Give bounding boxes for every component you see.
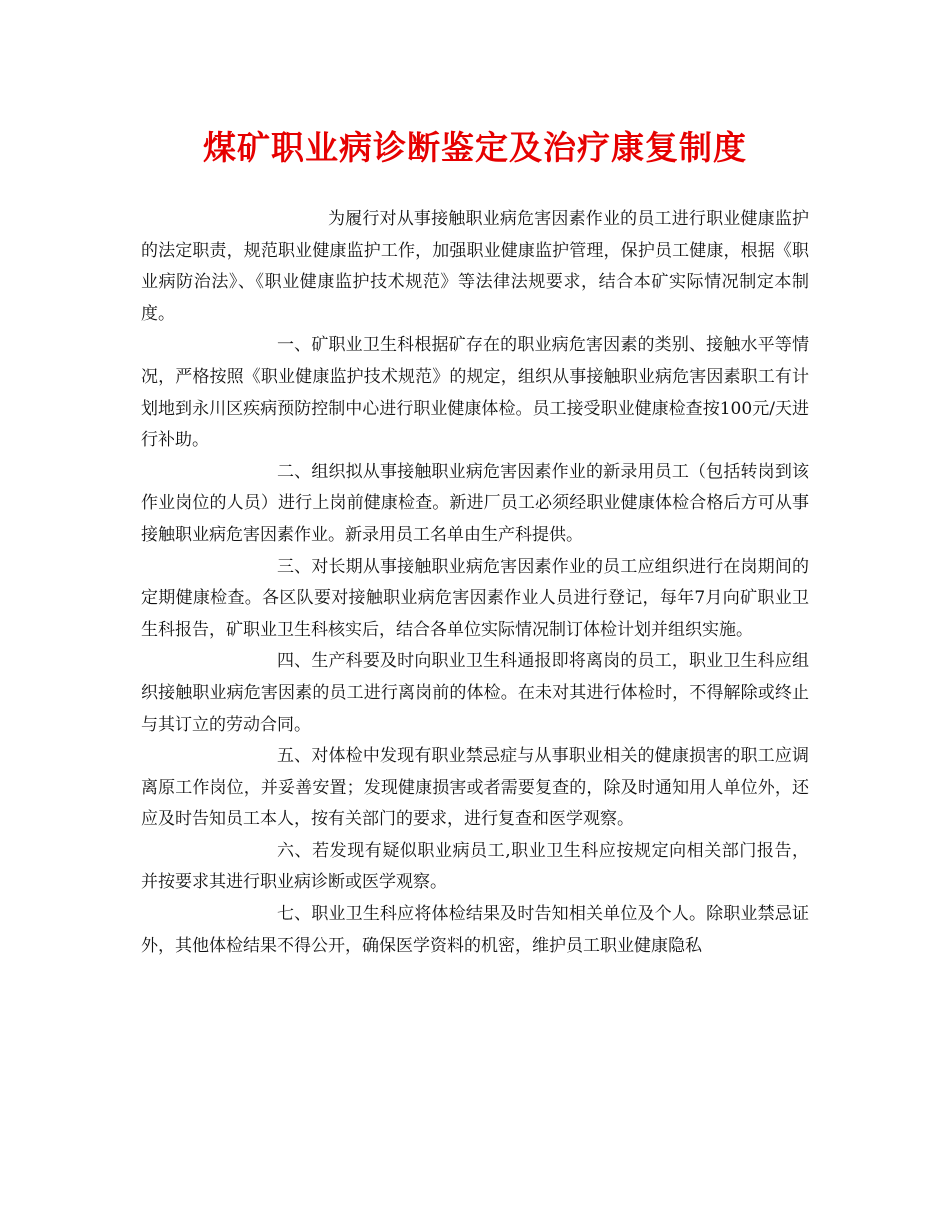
document-body — [141, 204, 809, 962]
clause-paragraph-5: 五、对体检中发现有职业禁忌症与从事职业相关的健康损害的职工应调离原工作岗位，并妥善安置；发现健康损害或者需要复查的，除及时通知用人单位外，还应及时告知员工本人，按有关部门的要求，进行复查和医学观察。 — [141, 746, 809, 830]
clause-paragraph-2: 二、组织拟从事接触职业病危害因素作业的新录用员工（包括转岗到该作业岗位的人员）进行上岗前健康检查。新进厂员工必须经职业健康体检合格后方可从事接触职业病危害因素作业。新录用员工名单由生产科提供。 — [141, 461, 809, 545]
clause-paragraph-7: 七、职业卫生科应将体检结果及时告知相关单位及个人。除职业禁忌证外，其他体检结果不得公开，确保医学资料的机密，维护员工职业健康隐私 — [141, 904, 809, 956]
intro-paragraph: 为履行对从事接触职业病危害因素作业的员工进行职业健康监护的法定职责，规范职业健康监护工作，加强职业健康监护管理，保护员工健康，根据《职业病防治法》、《职业健康监护技术规范》等法律法规要求，结合本矿实际情况制定本制度。 — [141, 209, 809, 324]
clause-paragraph-4: 四、生产科要及时向职业卫生科通报即将离岗的员工，职业卫生科应组织接触职业病危害因素的员工进行离岗前的体检。在未对其进行体检时，不得解除或终止与其订立的劳动合同。 — [141, 651, 809, 735]
clause-paragraph-6: 六、若发现有疑似职业病员工,职业卫生科应按规定向相关部门报告，并按要求其进行职业病诊断或医学观察。 — [141, 840, 809, 893]
clause-paragraph-1: 一、矿职业卫生科根据矿存在的职业病危害因素的类别、接触水平等情况，严格按照《职业健康监护技术规范》的规定，组织从事接触职业病危害因素职工有计划地到永川区疾病预防控制中心进行职业健康体检。员工接受职业健康检查按100元/天进行补助。 — [141, 335, 809, 451]
document-title: 煤矿职业病诊断鉴定及治疗康复制度 — [203, 128, 747, 167]
clause-paragraph-3: 三、对长期从事接触职业病危害因素作业的员工应组织进行在岗期间的定期健康检查。各区队要对接触职业病危害因素作业人员进行登记，每年7月向矿职业卫生科报告，矿职业卫生科核实后，结合各单位实际情况制订体检计划并组织实施。 — [141, 556, 809, 640]
